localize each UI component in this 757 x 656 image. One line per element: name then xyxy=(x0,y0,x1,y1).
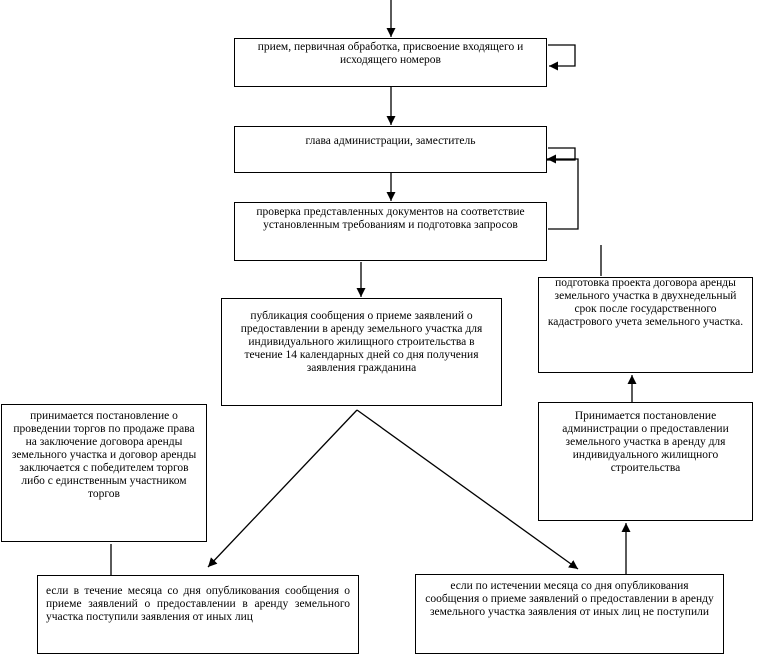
node-intake-text: прием, первичная обработка, присвоение входящего и исходящего номеров xyxy=(257,41,524,66)
node-auction-decision xyxy=(1,404,207,542)
node-applications-received-text: если в течение месяца со дня опубликования сообщения о приеме заявлений о предоставлении в аренду земельного участка поступили заявления от иных лиц xyxy=(46,585,350,623)
node-check xyxy=(234,202,547,261)
node-publication xyxy=(221,298,502,406)
feedback-check-loop xyxy=(547,159,578,229)
feedback-head-to-intake xyxy=(548,45,575,66)
node-head-text: глава администрации, заместитель xyxy=(305,135,476,147)
node-head xyxy=(234,126,547,173)
node-no-applications-text: если по истечении месяца со дня опубликования сообщения о приеме заявлений о предоставлении в аренду земельного участка заявления от иных лиц не поступили xyxy=(425,580,714,618)
node-contract-draft xyxy=(538,277,753,373)
node-check-text: проверка представленных документов на соответствие установленным требованиям и подготовка запросов xyxy=(256,206,525,231)
node-contract-draft-text: подготовка проекта договора аренды земельного участка в двухнедельный срок после государственного кадастрового учета земельного участка. xyxy=(547,277,744,328)
arrow-publication-to-applications xyxy=(208,410,357,567)
feedback-check-to-head xyxy=(547,148,575,160)
node-auction-decision-text: принимается постановление о проведении торгов по продаже права на заключение договора аренды земельного участка и договор аренды заключается с победителем торгов либо с единственным участником торгов xyxy=(11,410,197,500)
node-intake xyxy=(234,38,547,87)
node-publication-text: публикация сообщения о приеме заявлений о предоставлении в аренду земельного участка для индивидуального жилищного строительства в течение 14 календарных дней со дня получения заявления гражданина xyxy=(240,310,483,374)
node-no-applications xyxy=(415,574,724,654)
node-lease-decision xyxy=(538,402,753,521)
node-lease-decision-text: Принимается постановление администрации о предоставлении земельного участка в аренду для индивидуального жилищного строительства xyxy=(562,410,729,474)
node-applications-received xyxy=(37,575,359,654)
